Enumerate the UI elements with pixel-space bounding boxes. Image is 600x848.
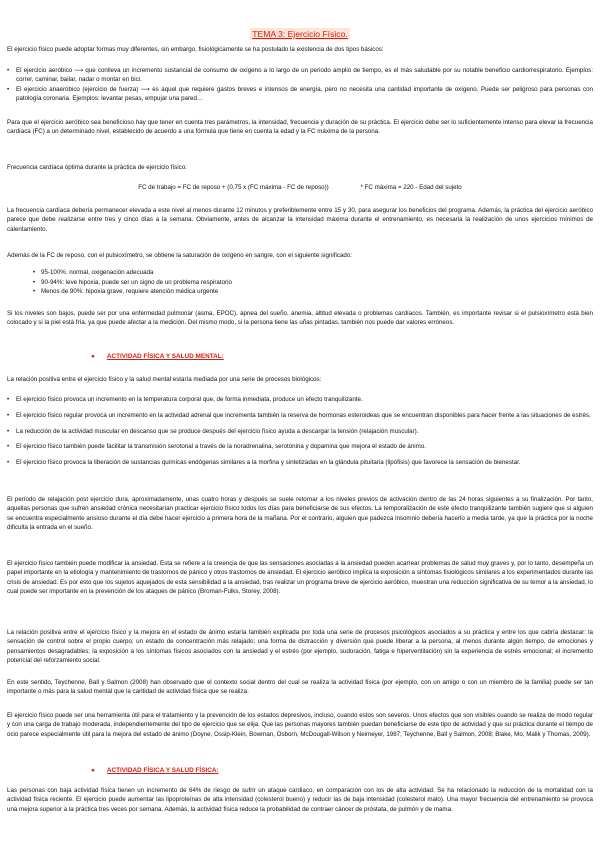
- list-item: • 95-100%: normal, oxigenación adecuada: [33, 268, 573, 278]
- list-item: • La reducción de la actividad muscular en descanso que se produce después del ejercicio físico ayuda a descargar la tensión (relajación muscular).: [7, 427, 593, 436]
- list-item: • El ejercicio aeróbico ⟶ que conlleva un incremento sustancial de consumo de oxígeno a lo largo de un periodo amplio de tiempo, es el más saludable por su notable beneficio cardiorrespiratorio. Ejemplos: correr, caminar, bailar, nadar o montar en bici.: [7, 66, 593, 85]
- section-heading-mental: [91, 352, 224, 361]
- heart-rate-formula: [0, 183, 600, 192]
- list-item: • El ejercicio anaeróbico (ejercicio de fuerza) ⟶ es aquel que requiere gastos breves e intensos de energía, pero no necesita una cantidad importante de oxígeno. Puede ser peligroso para personas con patología coronaria. Ejemplos: levantar pesas, empujar una pared…: [7, 85, 593, 104]
- social-context-paragraph: En este sentido, Teychenne, Ball y Salmon (2008) han observado que el contexto social dentro del cual se realiza la actividad física (por ejemplo, con un amigo o con un miembro de la familia) puede ser tan importante o más para la salud mental que la cantidad de actividad física que se realiza.: [7, 679, 593, 696]
- heart-rate-label: Frecuencia cardíaca óptima durante la práctica de ejercicio físico:: [7, 164, 187, 171]
- frequency-paragraph: La frecuencia cardíaca debería permanecer elevada a este nivel al menos durante 12 minutos y preferiblemente entre 15 y 30, para asegurar los beneficios del programa. Además, la práctica del ejercicio aeróbico parece que debe realizarse entre tres y cinco días a la semana. Obviamente, antes de alcanzar la intensidad máxima durante el entrenamiento, es necesaria la realización de unos ejercicios mínimos de calentamiento.: [7, 207, 593, 233]
- mood-paragraph: La relación positiva entre el ejercicio físico y la mejora en el estado de ánimo estaría también explicada por toda una serie de procesos psicológicos asociados a su práctica y entre los que cabría destacar: la sensación de control sobre el propio cuerpo; un estado de concentración más relajado; una forma de distracción y diversión que puede liberar a la persona, al menos durante algún tiempo, de emociones y pensamientos desagradables; la exposición a los síntomas físicos asociados con la ansiedad y el estrés (por ejemplo, sudoración, fatiga e hiperventilación) sin la experiencia de estrés emocional; el incremento potencial del reforzamiento social.: [7, 629, 593, 664]
- section-title: ACTIVIDAD FÍSICA Y SALUD MENTAL:: [106, 353, 224, 360]
- formula-text: FC de trabajo = FC de reposo + (0,75 x (FC máxima - FC de reposo)): [138, 184, 329, 191]
- intro-paragraph: El ejercicio físico puede adoptar formas muy diferentes, sin embargo, fisiológicamente se ha postulado la existencia de dos tipos básicos:: [7, 46, 384, 53]
- exercise-types-list: [7, 66, 593, 103]
- list-item: • El ejercicio físico provoca la liberación de sustancias químicas endógenas similares a la morfina y sintetizadas en la glándula pituitaria (lipófisis) que favorece la sensación de bienestar.: [7, 458, 593, 467]
- pulse-oximeter-paragraph: Además de la FC de reposo, con el pulsioxímetro, se obtiene la saturación de oxígeno en sangre, con el siguiente significado:: [7, 252, 352, 259]
- document-title-wrap: [0, 24, 600, 42]
- list-item: • El ejercicio físico también puede facilitar la transmisión serotonal a través de la noradrenalina, serotonina y dopamina que mejora el estado de ánimo.: [7, 442, 593, 451]
- section-heading-physical: [91, 766, 219, 775]
- parameters-paragraph: Para que el ejercicio aeróbico sea beneficioso hay que tener en cuenta tres parámetros, la intensidad, frecuencia y duración de su práctica. El ejercicio debe ser lo suficientemente intenso para elevar la frecuencia cardíaca (FC) a un determinado nivel, establecido de acuerdo a una fórmula que tiene en cuenta la edad y la FC máxima de la persona.: [7, 119, 593, 136]
- relaxation-paragraph: El período de relajación post ejercicio dura, aproximadamente, unas cuatro horas y después se suele retornar a los niveles previos de activación dentro de las 24 horas siguientes a su finalización. Por tanto, aquellas personas que sufren ansiedad crónica necesitarían practicar ejercicio físico todos los días para beneficiarse de sus efectos. La temporalización de este efecto tranquilizante también sugiere que si alguien se encuentra especialmente ansioso durante el día debe hacer ejercicio a primera hora de la mañana. Por el contrario, alguien que padezca insomnio debería hacerlo a media tarde, ya que la práctica por la noche dificulta la entrada en el sueño.: [7, 496, 593, 531]
- physical-health-paragraph: Las personas con baja actividad física tienen un incremento de 64% de riesgo de sufrir un ataque cardiaco, en comparación con los de alta actividad. Se ha relacionado la reducción de la mortalidad con la actividad física reciente. El ejercicio puede aumentar las lipoproteínas de alta intensidad (colesterol bueno) y reducir las de baja intensidad (colesterol malo). Una mayor frecuencia del entrenamiento se provoca una mejora superior a la práctica tres veces por semana. Además, la actividad física reduce la probabilidad de contraer cáncer de próstata, de pulmón y de mama.: [7, 787, 593, 813]
- saturation-list: [33, 268, 573, 297]
- list-item: • El ejercicio físico regular provoca un incremento en la actividad adrenal que incrementa también la reserva de hormonas esteroideas que se encuentran disponibles para hacer frente a las situaciones de estrés.: [7, 411, 593, 420]
- bullet-icon: ●: [91, 353, 95, 360]
- anxiety-paragraph: El ejercicio físico también puede modificar la ansiedad. Esta se refiere a la creencia de que las sensaciones asociadas a la ansiedad pueden acarrear problemas de salud muy graves y, por lo tanto, desempeña un papel importante en la etiología y mantenimiento de trastornos de pánico y otros trastornos de ansiedad. El ejercicio aeróbico implica la exposición a síntomas fisiológicos similares a los experimentados durante las crisis de ansiedad. Es por esto que los sujetos aquejados de esta sensibilidad a la ansiedad, tras realizar un programa breve de ejercicio aeróbico, muestran una reducción significativa de su temor a la ansiedad, lo cual puede ser importante en la prevención de los ataques de pánico (Broman-Fulks, Storey, 2008).: [7, 560, 593, 595]
- document-title: TEMA 3: Ejercicio Físico.: [252, 29, 348, 39]
- list-item: • 90-94%: leve hipoxia, puede ser un signo de un problema respiratorio: [33, 278, 573, 288]
- biological-processes-list: [7, 395, 593, 474]
- formula-note: * FC máxima = 220 - Edad del sujeto: [360, 184, 462, 191]
- low-levels-paragraph: Si los niveles son bajos, puede ser por una enfermedad pulmonar (asma, EPOC), apnea del sueño, anemia, altitud elevada o problemas cardíacos. También, es importante revisar si el pulsioxímetro está bien colocado y si la piel está fría, ya que puede afectar a la medición. Del mismo modo, si la persona tiene las uñas pintadas, también nos puede dar valores erróneos.: [7, 310, 593, 327]
- bullet-icon: ●: [91, 767, 95, 774]
- relation-paragraph: La relación positiva entre el ejercicio físico y la salud mental estaría mediada por una serie de procesos biológicos:: [7, 376, 322, 383]
- list-item: • El ejercicio físico provoca un incremento en la temperatura corporal que, de forma inmediata, produce un efecto tranquilizante.: [7, 395, 593, 404]
- depression-paragraph: El ejercicio físico puede ser una herramienta útil para el tratamiento y la prevención de los estados depresivos, incluso, cuando estos son severos. Unos efectos que son visibles cuando se realiza de modo regular y con una carga de trabajo moderada, independientemente del tipo de ejercicio que se elija. Que las personas mayores también puedan beneficiarse de este tipo de actividad y que su práctica durante el tiempo de ocio parece especialmente útil para la mejora del estado de ánimo (Doyne, Ossip-Klein, Bowman, Osborn, McDougall-Wilson y Neimeyer, 1987; Teychenne, Ball y Salmon, 2008; Blake, Mo, Malik y Thomas, 2009).: [7, 712, 593, 738]
- section-title: ACTIVIDAD FÍSICA Y SALUD FÍSICA:: [106, 767, 219, 774]
- list-item: • Menos de 90%: hipoxia grave, requiere atención médica urgente: [33, 287, 573, 297]
